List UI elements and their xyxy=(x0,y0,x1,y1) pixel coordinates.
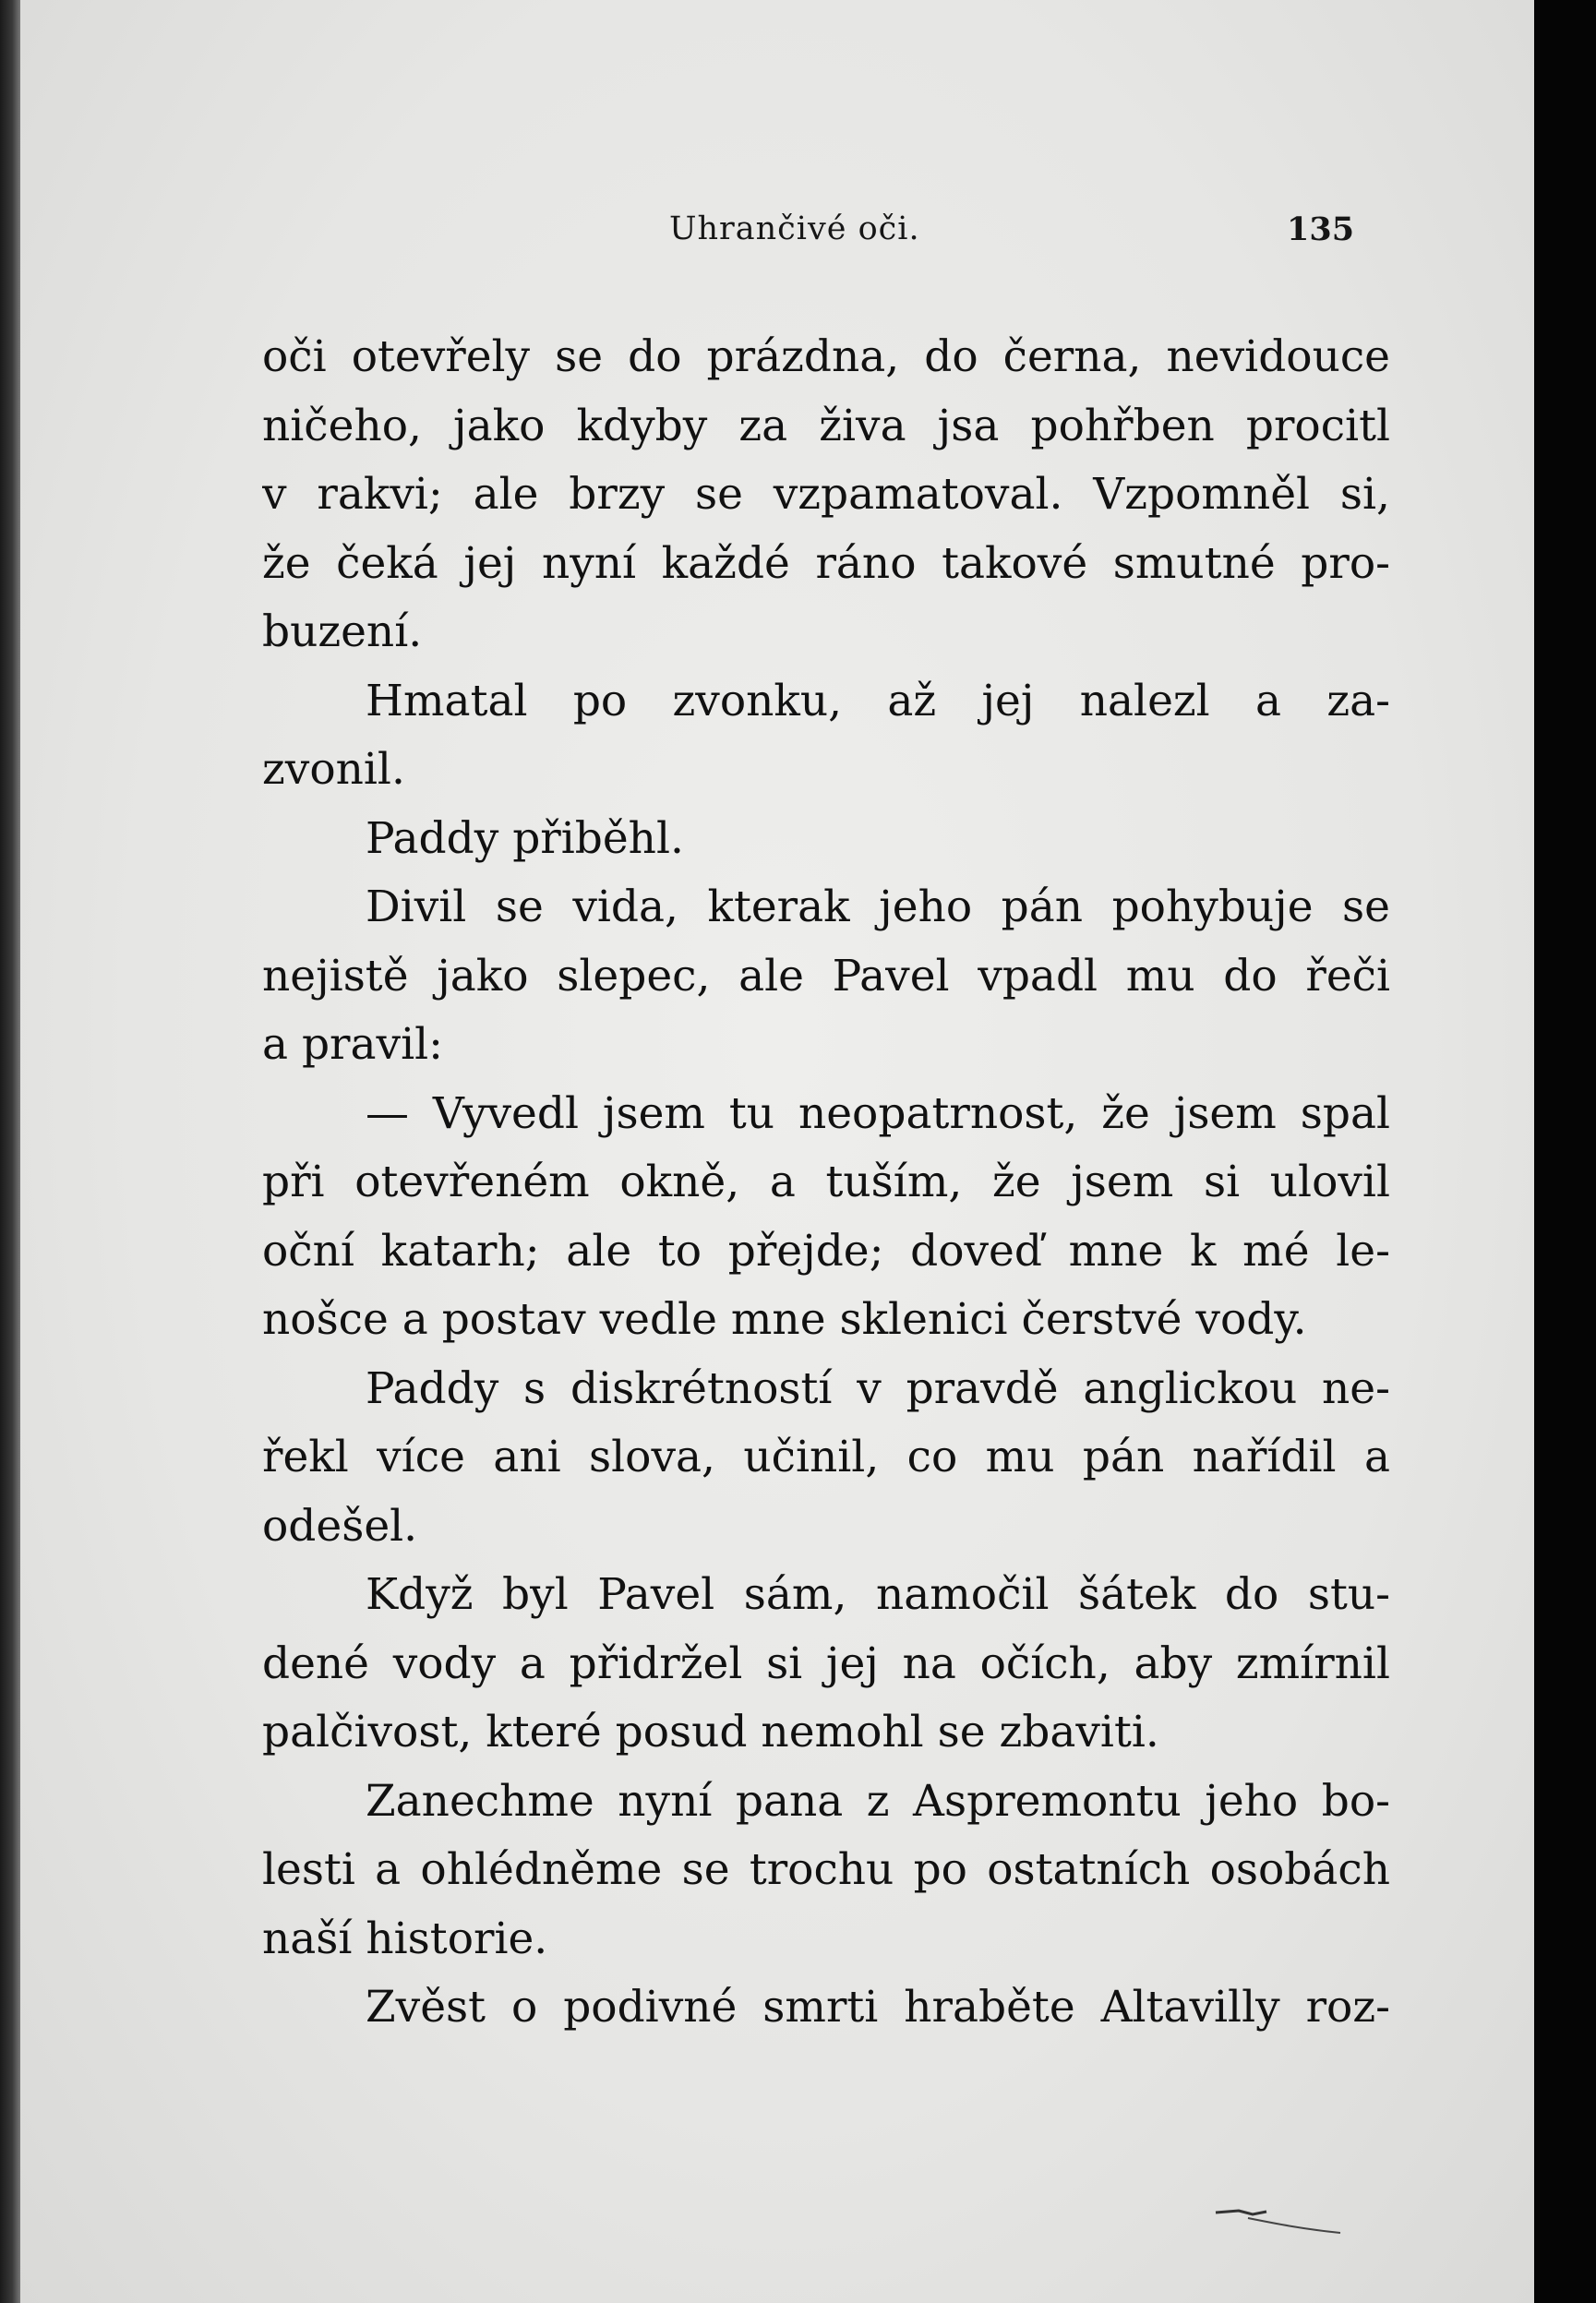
text-line: — Vyvedl jsem tu neopatrnost, že jsem spal xyxy=(366,1087,1390,1139)
book-page xyxy=(20,0,1534,2303)
text-line: odešel. xyxy=(262,1500,418,1552)
text-line: zvonil. xyxy=(262,744,405,795)
text-line: nošce a postav vedle mne sklenici čerstvé vody. xyxy=(262,1294,1307,1345)
ink-smudge-mark xyxy=(1211,2201,1368,2238)
text-line: že čeká jej nyní každé ráno takové smutné pro- xyxy=(262,537,1390,589)
page-right-edge xyxy=(1534,0,1596,2303)
text-line: naší historie. xyxy=(262,1913,548,1964)
book-spine-shadow xyxy=(0,0,20,2303)
body-text xyxy=(262,323,1390,2043)
text-line: Paddy s diskrétností v pravdě anglickou ne- xyxy=(366,1362,1390,1414)
text-line: řekl více ani slova, učinil, co mu pán nařídil a xyxy=(262,1432,1390,1482)
text-line: Zvěst o podivné smrti hraběte Altavilly roz- xyxy=(366,1982,1390,2033)
text-line: při otevřeném okně, a tuším, že jsem si ulovil xyxy=(262,1157,1390,1207)
text-line: lesti a ohlédněme se trochu po ostatních osobách xyxy=(262,1844,1390,1895)
running-head-title: Uhrančivé oči. xyxy=(669,210,920,247)
text-line: oči otevřely se do prázdna, do černa, nevidouce xyxy=(262,331,1390,382)
text-line: nejistě jako slepec, ale Pavel vpadl mu do řeči xyxy=(262,950,1390,1002)
running-head xyxy=(20,210,1534,257)
text-line: palčivost, které posud nemohl se zbaviti. xyxy=(262,1707,1159,1757)
text-line: Zanechme nyní pana z Aspremontu jeho bo- xyxy=(366,1775,1390,1827)
text-line: Když byl Pavel sám, namočil šátek do stu- xyxy=(366,1569,1390,1620)
text-line: oční katarh; ale to přejde; doveď mne k mé le- xyxy=(262,1225,1390,1277)
text-line: a pravil: xyxy=(262,1019,443,1070)
text-line: ničeho, jako kdyby za živa jsa pohřben procitl xyxy=(262,400,1390,451)
text-line: dené vody a přidržel si jej na očích, aby zmírnil xyxy=(262,1637,1390,1689)
text-line: buzení. xyxy=(262,606,423,657)
page-number: 135 xyxy=(1287,210,1355,248)
text-line: Hmatal po zvonku, až jej nalezl a za- xyxy=(366,675,1390,726)
text-line: Divil se vida, kterak jeho pán pohybuje se xyxy=(366,882,1390,932)
text-line: Paddy přiběhl. xyxy=(366,812,684,864)
text-line: v rakvi; ale brzy se vzpamatoval. Vzpomněl si, xyxy=(262,469,1390,520)
